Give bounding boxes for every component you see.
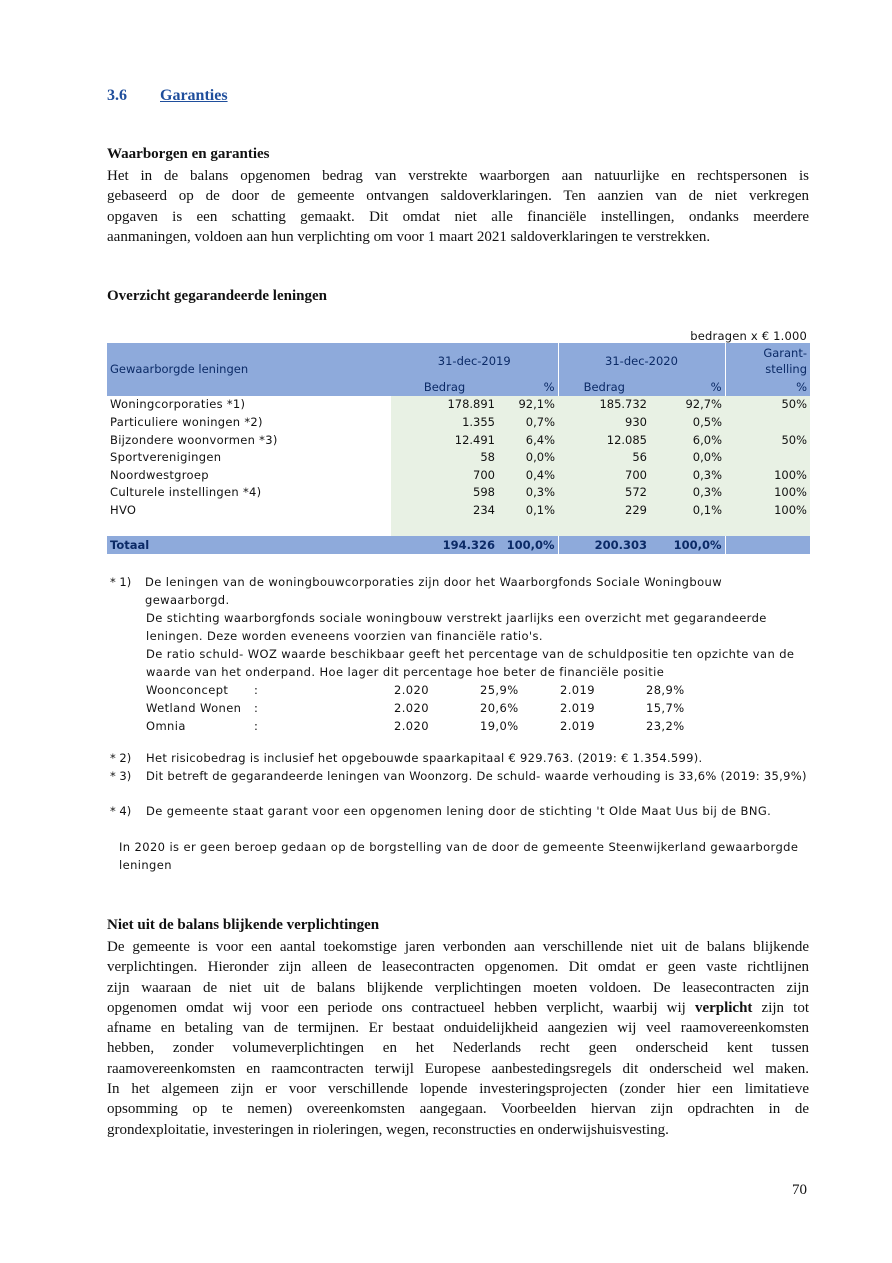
ratio-year-b: 2.019 (560, 683, 595, 697)
pct-2019: 6,4% (498, 431, 558, 449)
section-number: 3.6 (107, 87, 127, 104)
guarantee-pct (725, 448, 810, 466)
ratio-year-a: 2.020 (394, 701, 429, 715)
table-row (107, 431, 810, 449)
obligations-line: In het algemeen zijn er voor verschillende lopende investeringsprojecten (zonder hier een limitatieve (107, 1081, 809, 1098)
obligations-line: verplichtingen. Hieronder zijn alleen de leasecontracten opgenomen. Dit omdat er geen vaste richtlijnen (107, 959, 809, 976)
ratio-year-a: 2.020 (394, 719, 429, 733)
guarantee-pct: 50% (725, 396, 810, 414)
obligations-line: hebben, zonder volumeverplichtingen en het Nederlands recht geen onderscheid kent tussen (107, 1040, 809, 1057)
row-label: Bijzondere woonvormen *3) (110, 432, 278, 447)
table-row (107, 448, 810, 466)
guarantee-note-line: In 2020 is er geen beroep gedaan op de borgstelling van de door de gemeente Steenwijkerland gewaarborgde (119, 840, 799, 854)
footnote-3-mark: * 3) (110, 769, 132, 783)
obligations-line: opsomming op te nemen) overeenkomsten aangegaan. Voorbeelden hiervan zijn opdrachten in de (107, 1101, 809, 1118)
percent-header: % (543, 379, 555, 394)
table-row (107, 413, 810, 431)
pct-2020: 92,7% (650, 396, 725, 414)
pct-2019: 0,0% (498, 448, 558, 466)
amount-2020: 185.732 (558, 396, 650, 414)
guarantee-pct: 100% (725, 484, 810, 502)
pct-2020: 0,5% (650, 413, 725, 431)
table-row (107, 501, 810, 519)
row-label: Particuliere woningen *2) (110, 414, 263, 429)
footnote-1-line: gewaarborgd. (145, 593, 230, 607)
obligations-line: grondexploitatie, investeringen in rioleringen, wegen, reconstructies en onderwijshuisvesting. (107, 1121, 669, 1138)
waarborgen-line: opgaven is een schatting gemaakt. Dit omdat niet alle financiële instellingen, ondanks meerdere (107, 208, 809, 225)
waarborgen-line: aanmaningen, voldoen aan hun verplichting om voor 1 maart 2021 saldoverklaringen te verstrekken. (107, 228, 711, 245)
amount-2019: 12.491 (391, 431, 498, 449)
guarantee-header-line2: stelling (765, 361, 807, 376)
waarborgen-paragraph (107, 166, 809, 247)
footnote-2-mark: * 2) (110, 751, 132, 765)
pct-2019: 0,3% (498, 484, 558, 502)
period-2019-header: 31-dec-2019 (437, 353, 511, 368)
period-2020-header: 31-dec-2020 (558, 343, 725, 378)
pct-2019: 0,1% (498, 501, 558, 519)
ratio-sep: : (254, 683, 259, 697)
ratio-year-b: 2.019 (560, 719, 595, 733)
row-header: Gewaarborgde leningen (110, 362, 249, 377)
table-row (107, 396, 810, 414)
row-label: Noordwestgroep (110, 467, 209, 482)
amount-header: Bedrag (558, 378, 650, 396)
ratio-name: Woonconcept (146, 683, 229, 697)
total-pct-2020: 100,0% (673, 538, 722, 553)
amount-header: Bedrag (423, 379, 466, 394)
table-header-row (107, 343, 810, 378)
ratio-sep: : (254, 719, 259, 733)
ratio-sep: : (254, 701, 259, 715)
obligations-bold-word: verplicht (694, 999, 753, 1016)
pct-2020: 0,3% (650, 484, 725, 502)
pct-2019: 0,4% (498, 466, 558, 484)
obligations-text: opgenomen omdat wij voor een periode ons contractueel hebben verplicht, waarbij wij (107, 999, 695, 1016)
amount-2020: 930 (558, 413, 650, 431)
guarantee-pct (725, 413, 810, 431)
guarantee-pct: 100% (725, 501, 810, 519)
ratio-name: Wetland Wonen (146, 701, 242, 715)
table-total-row (107, 536, 810, 554)
obligations-line: zijn waaraan de niet uit de balans blijkende verplichtingen moeten voldoen. De leasecontracten zijn (107, 979, 809, 996)
footnote-1-line: De stichting waarborgfonds sociale woningbouw verstrekt jaarlijks een overzicht met gegarandeerde (146, 611, 767, 625)
amount-2019: 1.355 (391, 413, 498, 431)
pct-2020: 6,0% (650, 431, 725, 449)
pct-2020: 0,0% (650, 448, 725, 466)
amount-2020: 572 (558, 484, 650, 502)
footnote-1-line: waarde van het onderpand. Hoe lager dit percentage hoe beter de financiële positie (146, 665, 665, 679)
total-amount-2020: 200.303 (558, 536, 650, 554)
loans-table (107, 343, 810, 554)
obligations-paragraph (107, 937, 809, 1140)
footnote-4-text: De gemeente staat garant voor een opgenomen lening door de stichting 't Olde Maat Uus bij de BNG. (146, 804, 772, 818)
obligations-heading: Niet uit de balans blijkende verplichtingen (107, 917, 380, 933)
ratio-year-a: 2.020 (394, 683, 429, 697)
amount-2019: 178.891 (391, 396, 498, 414)
pct-2019: 0,7% (498, 413, 558, 431)
row-label: Sportverenigingen (110, 450, 222, 465)
amount-2020: 56 (558, 448, 650, 466)
section-title: Garanties (160, 87, 228, 104)
unit-note: bedragen x € 1.000 (690, 329, 807, 343)
footnote-1-line: De leningen van de woningbouwcorporaties zijn door het Waarborgfonds Sociale Woningbouw (145, 575, 722, 589)
obligations-text: zijn tot (752, 999, 809, 1016)
amount-2019: 234 (391, 501, 498, 519)
table-row (107, 466, 810, 484)
guarantee-pct: 100% (725, 466, 810, 484)
amount-2020: 700 (558, 466, 650, 484)
footnote-3-text: Dit betreft de gegarandeerde leningen van Woonzorg. De schuld- waarde verhouding is 33,6% (2019: 35,9%) (146, 769, 807, 783)
footnote-1-line: leningen. Deze worden eveneens voorzien van financiële ratio's. (146, 629, 543, 643)
amount-2019: 58 (391, 448, 498, 466)
footnote-4-mark: * 4) (110, 804, 132, 818)
percent-header: % (725, 378, 810, 396)
row-label: Culturele instellingen *4) (110, 485, 262, 500)
guarantee-note-line: leningen (119, 858, 172, 872)
pct-2020: 0,1% (650, 501, 725, 519)
table-spacer-row (107, 519, 810, 537)
page-number: 70 (792, 1182, 807, 1198)
percent-header: % (710, 379, 722, 394)
overview-heading: Overzicht gegarandeerde leningen (107, 288, 327, 304)
pct-2020: 0,3% (650, 466, 725, 484)
obligations-line: afname en betaling van de termijnen. Er bestaat onduidelijkheid aangezien wij veel raamovereenkomsten (107, 1020, 809, 1037)
total-pct-2019: 100,0% (506, 538, 555, 553)
waarborgen-heading: Waarborgen en garanties (107, 146, 270, 162)
row-label: Woningcorporaties *1) (110, 397, 246, 412)
amount-2020: 12.085 (558, 431, 650, 449)
waarborgen-line: gebaseerd op de door de gemeente ontvangen saldoverklaringen. Ten aanzien van de niet verkregen (107, 188, 809, 205)
amount-2019: 700 (391, 466, 498, 484)
ratio-pct-b: 28,9% (646, 683, 685, 697)
obligations-line (107, 998, 809, 1018)
obligations-line: raamovereenkomsten en raamcontracten terwijl Europese aanbestedingsregels dit onderscheid wel maken. (107, 1060, 809, 1077)
footnote-1-line: De ratio schuld- WOZ waarde beschikbaar geeft het percentage van de schuldpositie ten opzichte van de (146, 647, 795, 661)
amount-2020: 229 (558, 501, 650, 519)
section-heading (107, 87, 228, 105)
footnote-1-mark: * 1) (110, 575, 132, 589)
guarantee-pct: 50% (725, 431, 810, 449)
table-row (107, 484, 810, 502)
obligations-line: De gemeente is voor een aantal toekomstige jaren verbonden aan verschillende niet uit de balans blijkende (107, 939, 809, 955)
waarborgen-line: Het in de balans opgenomen bedrag van verstrekte waarborgen aan natuurlijke en rechtspersonen is (107, 168, 809, 184)
row-label: HVO (110, 502, 137, 517)
ratio-pct-a: 25,9% (480, 683, 519, 697)
total-amount-2019: 194.326 (442, 538, 495, 553)
guarantee-header-line1: Garant- (763, 345, 807, 360)
ratio-pct-a: 19,0% (480, 719, 519, 733)
ratio-pct-b: 23,2% (646, 719, 685, 733)
ratio-name: Omnia (146, 719, 186, 733)
ratio-pct-a: 20,6% (480, 701, 519, 715)
ratio-pct-b: 15,7% (646, 701, 685, 715)
footnote-2-text: Het risicobedrag is inclusief het opgebouwde spaarkapitaal € 929.763. (2019: € 1.354.599). (146, 751, 703, 765)
pct-2019: 92,1% (498, 396, 558, 414)
ratio-year-b: 2.019 (560, 701, 595, 715)
total-label: Totaal (110, 538, 150, 553)
amount-2019: 598 (391, 484, 498, 502)
guarantee-header (725, 343, 810, 378)
